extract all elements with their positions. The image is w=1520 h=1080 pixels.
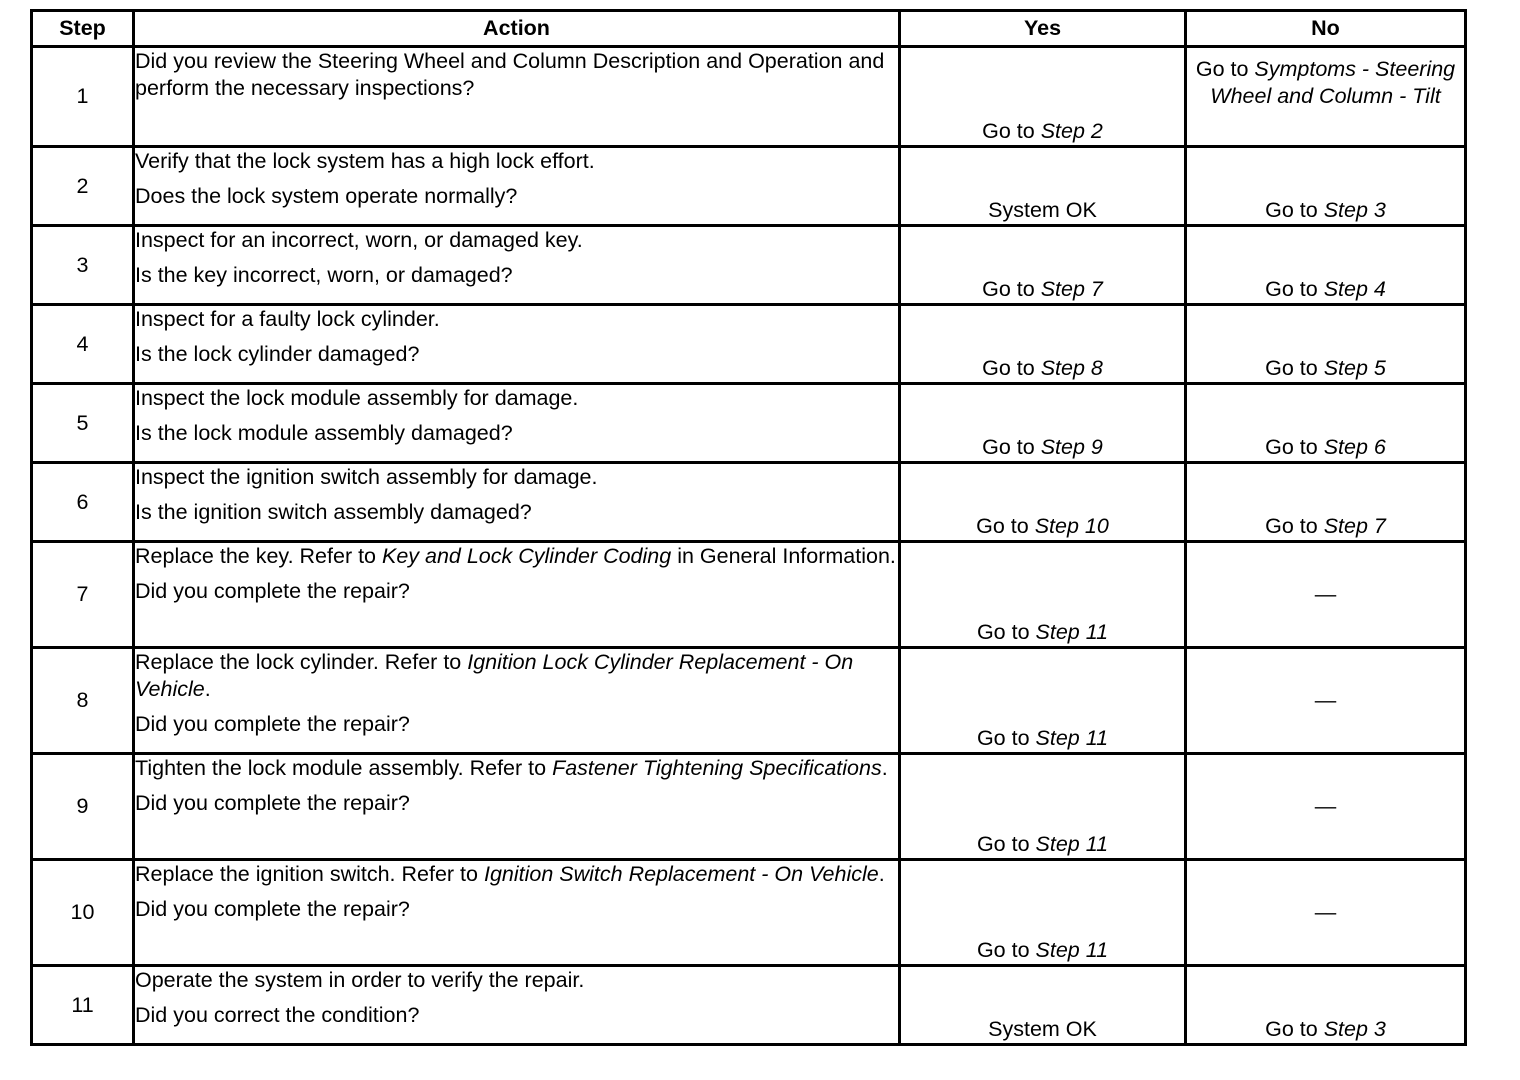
header-no: No (1186, 11, 1466, 47)
table-row (32, 542, 1466, 648)
action-question: Did you complete the repair? (135, 897, 410, 921)
action-statement: Operate the system in order to verify the repair. (135, 968, 585, 992)
no-cell (1186, 226, 1466, 305)
action-question: Is the ignition switch assembly damaged? (135, 500, 532, 524)
action-question: Did you complete the repair? (135, 579, 410, 603)
step-number: 3 (32, 226, 134, 305)
header-action: Action (134, 11, 900, 47)
step-number: 2 (32, 147, 134, 226)
action-question: Is the key incorrect, worn, or damaged? (135, 263, 513, 287)
action-cell (134, 305, 900, 384)
table-body (32, 47, 1466, 1045)
yes-prefix: Go to (976, 832, 1036, 856)
action-cell (134, 754, 900, 860)
yes-prefix: Go to (976, 620, 1036, 644)
statement-text: Replace the ignition switch. Refer to (135, 862, 484, 886)
table-row (32, 754, 1466, 860)
statement-text-end: . (881, 756, 888, 780)
action-question: Does the lock system operate normally? (135, 184, 518, 208)
action-question: Did you correct the condition? (135, 1003, 420, 1027)
yes-cell (900, 860, 1186, 966)
yes-cell (900, 47, 1186, 147)
statement-text: Replace the key. Refer to (135, 544, 382, 568)
action-statement: Verify that the lock system has a high lock effort. (135, 149, 595, 173)
table-row (32, 47, 1466, 147)
yes-prefix: Go to (982, 119, 1041, 143)
action-statement (135, 755, 898, 782)
no-cell (1186, 966, 1466, 1045)
step-number: 10 (32, 860, 134, 966)
step-number: 8 (32, 648, 134, 754)
action-cell (134, 648, 900, 754)
no-step-ref: Symptoms - Steering Wheel and Column - Tilt (1210, 57, 1456, 108)
no-prefix: Go to (1265, 356, 1324, 380)
yes-step-ref: Step 11 (1035, 938, 1109, 962)
step-number: 1 (32, 47, 134, 147)
step-number: 7 (32, 542, 134, 648)
no-cell (1186, 47, 1466, 147)
no-step-ref: Step 3 (1323, 1017, 1386, 1041)
no-prefix: Go to (1195, 57, 1255, 81)
table-row (32, 648, 1466, 754)
yes-prefix: Go to (982, 435, 1041, 459)
yes-prefix: Go to (976, 938, 1036, 962)
action-cell (134, 384, 900, 463)
no-prefix: Go to (1265, 277, 1324, 301)
action-statement (135, 543, 898, 570)
yes-cell (900, 305, 1186, 384)
diagnostic-table (30, 9, 1467, 1046)
step-number: 6 (32, 463, 134, 542)
action-cell (134, 463, 900, 542)
yes-step-ref: Step 11 (1035, 832, 1109, 856)
no-cell: — (1186, 648, 1466, 754)
table-row (32, 860, 1466, 966)
table-row (32, 147, 1466, 226)
no-cell (1186, 147, 1466, 226)
no-cell (1186, 384, 1466, 463)
step-number: 5 (32, 384, 134, 463)
action-statement: Inspect the lock module assembly for damage. (135, 386, 579, 410)
header-step: Step (32, 11, 134, 47)
yes-step-ref: Step 7 (1040, 277, 1103, 301)
action-statement: Inspect the ignition switch assembly for damage. (135, 465, 598, 489)
statement-text-end: . (878, 862, 885, 886)
action-question: Is the lock cylinder damaged? (135, 342, 420, 366)
action-cell (134, 147, 900, 226)
yes-cell (900, 384, 1186, 463)
yes-cell: System OK (900, 147, 1186, 226)
action-cell (134, 860, 900, 966)
table-row (32, 305, 1466, 384)
statement-text: Replace the lock cylinder. Refer to (135, 650, 468, 674)
statement-reference: Ignition Switch Replacement - On Vehicle (483, 862, 879, 886)
no-step-ref: Step 3 (1323, 198, 1386, 222)
action-question: Did you complete the repair? (135, 791, 410, 815)
statement-text-end: . (204, 677, 211, 701)
header-row (32, 11, 1466, 47)
yes-cell (900, 542, 1186, 648)
header-yes: Yes (900, 11, 1186, 47)
table-row (32, 463, 1466, 542)
statement-reference: Ignition Lock Cylinder Replacement - On Vehicle (135, 650, 854, 701)
yes-prefix: Go to (982, 356, 1041, 380)
yes-prefix: Go to (976, 726, 1036, 750)
no-step-ref: Step 5 (1323, 356, 1386, 380)
no-cell: — (1186, 754, 1466, 860)
action-statement (135, 861, 898, 888)
yes-cell (900, 754, 1186, 860)
statement-reference: Fastener Tightening Specifications (552, 756, 882, 780)
statement-text: Tighten the lock module assembly. Refer to (135, 756, 553, 780)
action-cell (134, 966, 900, 1045)
no-cell: — (1186, 860, 1466, 966)
no-cell: — (1186, 542, 1466, 648)
action-question: Did you review the Steering Wheel and Column Description and Operation and perform the necessary inspections? (135, 49, 885, 100)
action-statement: Inspect for a faulty lock cylinder. (135, 307, 440, 331)
table-row (32, 384, 1466, 463)
yes-prefix: Go to (982, 277, 1041, 301)
action-statement: Inspect for an incorrect, worn, or damaged key. (135, 228, 583, 252)
no-step-ref: Step 4 (1323, 277, 1386, 301)
action-statement (135, 649, 898, 703)
action-question: Did you complete the repair? (135, 712, 410, 736)
yes-step-ref: Step 2 (1040, 119, 1103, 143)
no-cell (1186, 305, 1466, 384)
yes-step-ref: Step 11 (1035, 620, 1109, 644)
step-number: 4 (32, 305, 134, 384)
no-prefix: Go to (1265, 435, 1324, 459)
statement-reference: Key and Lock Cylinder Coding (381, 544, 672, 568)
yes-cell (900, 463, 1186, 542)
yes-cell (900, 226, 1186, 305)
action-cell (134, 226, 900, 305)
yes-step-ref: Step 11 (1035, 726, 1109, 750)
statement-text-end: in General Information. (671, 544, 896, 568)
yes-prefix: Go to (976, 514, 1035, 538)
step-number: 9 (32, 754, 134, 860)
table-row (32, 226, 1466, 305)
action-cell (134, 47, 900, 147)
no-cell (1186, 463, 1466, 542)
no-step-ref: Step 6 (1323, 435, 1386, 459)
table-header (32, 11, 1466, 47)
no-step-ref: Step 7 (1323, 514, 1386, 538)
step-number: 11 (32, 966, 134, 1045)
yes-step-ref: Step 8 (1040, 356, 1103, 380)
table-row (32, 966, 1466, 1045)
action-question: Is the lock module assembly damaged? (135, 421, 513, 445)
no-prefix: Go to (1265, 198, 1324, 222)
yes-cell: System OK (900, 966, 1186, 1045)
no-prefix: Go to (1265, 1017, 1324, 1041)
yes-step-ref: Step 9 (1040, 435, 1103, 459)
no-prefix: Go to (1265, 514, 1324, 538)
action-cell (134, 542, 900, 648)
yes-step-ref: Step 10 (1034, 514, 1109, 538)
yes-cell (900, 648, 1186, 754)
